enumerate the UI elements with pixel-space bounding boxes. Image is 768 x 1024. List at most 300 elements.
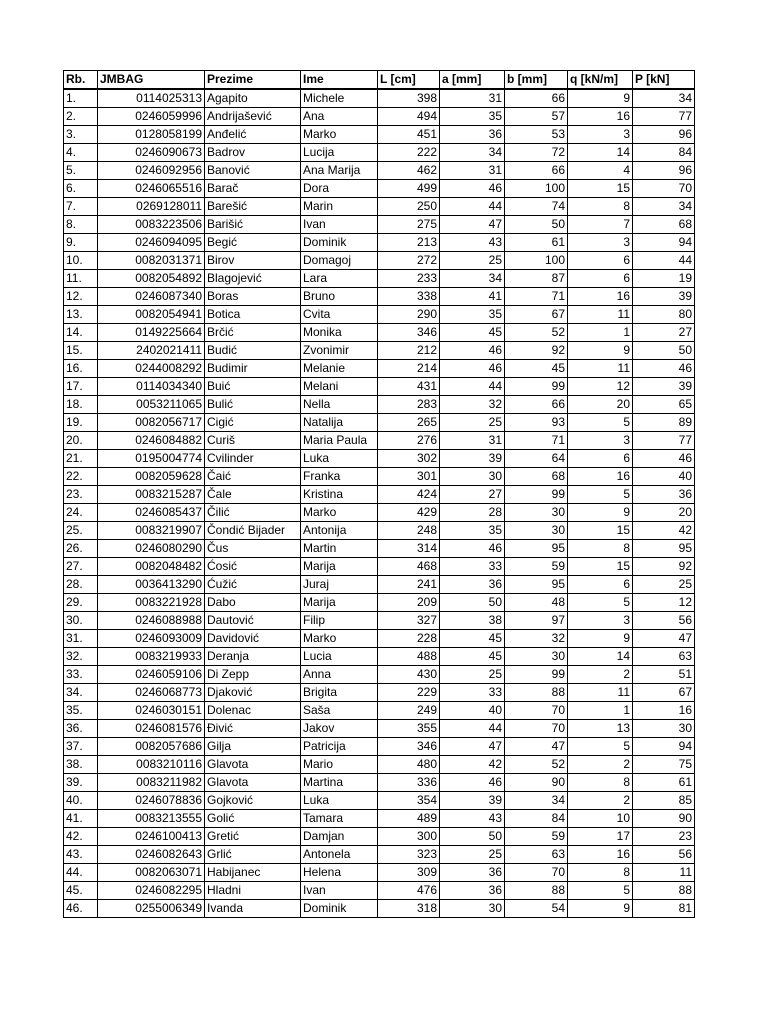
cell-b: 32 <box>505 630 568 648</box>
cell-rb: 20. <box>64 432 98 450</box>
cell-ime: Anna <box>301 666 378 684</box>
cell-ime: Natalija <box>301 414 378 432</box>
cell-ime: Marko <box>301 126 378 144</box>
cell-q: 6 <box>568 576 633 594</box>
cell-rb: 15. <box>64 342 98 360</box>
cell-b: 70 <box>505 702 568 720</box>
cell-a: 35 <box>440 108 505 126</box>
cell-l: 494 <box>378 108 440 126</box>
cell-jmbag: 0246088988 <box>98 612 205 630</box>
cell-q: 9 <box>568 630 633 648</box>
cell-rb: 23. <box>64 486 98 504</box>
table-row <box>64 378 695 396</box>
cell-l: 290 <box>378 306 440 324</box>
cell-a: 35 <box>440 522 505 540</box>
cell-prezime: Čilić <box>205 504 301 522</box>
cell-b: 45 <box>505 360 568 378</box>
cell-jmbag: 0246100413 <box>98 828 205 846</box>
cell-l: 314 <box>378 540 440 558</box>
cell-p: 46 <box>633 450 695 468</box>
cell-jmbag: 0246030151 <box>98 702 205 720</box>
cell-a: 25 <box>440 414 505 432</box>
cell-ime: Marko <box>301 504 378 522</box>
cell-prezime: Ivanda <box>205 900 301 918</box>
table-row <box>64 126 695 144</box>
cell-rb: 19. <box>64 414 98 432</box>
cell-prezime: Davidović <box>205 630 301 648</box>
table-row <box>64 486 695 504</box>
student-data-table <box>63 70 695 918</box>
cell-rb: 26. <box>64 540 98 558</box>
cell-a: 43 <box>440 234 505 252</box>
cell-p: 77 <box>633 108 695 126</box>
cell-jmbag: 0082056717 <box>98 414 205 432</box>
cell-a: 44 <box>440 198 505 216</box>
cell-ime: Marija <box>301 558 378 576</box>
cell-q: 3 <box>568 612 633 630</box>
cell-p: 34 <box>633 89 695 108</box>
header-row <box>64 71 695 90</box>
cell-a: 31 <box>440 89 505 108</box>
cell-l: 302 <box>378 450 440 468</box>
cell-l: 499 <box>378 180 440 198</box>
cell-prezime: Barišić <box>205 216 301 234</box>
cell-prezime: Andrijašević <box>205 108 301 126</box>
cell-jmbag: 2402021411 <box>98 342 205 360</box>
cell-rb: 10. <box>64 252 98 270</box>
cell-jmbag: 0246059996 <box>98 108 205 126</box>
cell-q: 9 <box>568 89 633 108</box>
header-ime: Ime <box>301 71 378 90</box>
cell-rb: 25. <box>64 522 98 540</box>
table-row <box>64 89 695 108</box>
cell-l: 430 <box>378 666 440 684</box>
cell-rb: 40. <box>64 792 98 810</box>
cell-a: 36 <box>440 882 505 900</box>
header-jmbag: JMBAG <box>98 71 205 90</box>
cell-a: 36 <box>440 126 505 144</box>
cell-a: 39 <box>440 792 505 810</box>
cell-ime: Monika <box>301 324 378 342</box>
cell-l: 276 <box>378 432 440 450</box>
cell-jmbag: 0149225664 <box>98 324 205 342</box>
cell-a: 36 <box>440 864 505 882</box>
cell-p: 94 <box>633 738 695 756</box>
cell-l: 222 <box>378 144 440 162</box>
cell-ime: Antonela <box>301 846 378 864</box>
cell-rb: 18. <box>64 396 98 414</box>
cell-l: 327 <box>378 612 440 630</box>
cell-ime: Helena <box>301 864 378 882</box>
cell-l: 212 <box>378 342 440 360</box>
cell-jmbag: 0083213555 <box>98 810 205 828</box>
cell-l: 488 <box>378 648 440 666</box>
cell-prezime: Čaić <box>205 468 301 486</box>
cell-prezime: Anđelić <box>205 126 301 144</box>
cell-b: 52 <box>505 756 568 774</box>
table-row <box>64 414 695 432</box>
cell-prezime: Buić <box>205 378 301 396</box>
cell-jmbag: 0083219907 <box>98 522 205 540</box>
cell-jmbag: 0114025313 <box>98 89 205 108</box>
cell-ime: Dominik <box>301 900 378 918</box>
cell-q: 11 <box>568 360 633 378</box>
table-row <box>64 306 695 324</box>
cell-jmbag: 0053211065 <box>98 396 205 414</box>
cell-l: 229 <box>378 684 440 702</box>
cell-p: 51 <box>633 666 695 684</box>
cell-b: 30 <box>505 522 568 540</box>
cell-b: 72 <box>505 144 568 162</box>
cell-jmbag: 0246059106 <box>98 666 205 684</box>
cell-q: 12 <box>568 378 633 396</box>
cell-rb: 12. <box>64 288 98 306</box>
table-row <box>64 108 695 126</box>
cell-prezime: Di Zepp <box>205 666 301 684</box>
cell-rb: 16. <box>64 360 98 378</box>
cell-q: 2 <box>568 666 633 684</box>
cell-q: 14 <box>568 144 633 162</box>
cell-b: 66 <box>505 396 568 414</box>
cell-q: 15 <box>568 558 633 576</box>
cell-prezime: Begić <box>205 234 301 252</box>
header-p-kn: P [kN] <box>633 71 695 90</box>
cell-p: 16 <box>633 702 695 720</box>
cell-p: 88 <box>633 882 695 900</box>
cell-p: 61 <box>633 774 695 792</box>
cell-a: 45 <box>440 648 505 666</box>
cell-jmbag: 0246094095 <box>98 234 205 252</box>
cell-p: 96 <box>633 162 695 180</box>
cell-q: 3 <box>568 126 633 144</box>
cell-l: 489 <box>378 810 440 828</box>
cell-q: 8 <box>568 540 633 558</box>
cell-p: 96 <box>633 126 695 144</box>
cell-rb: 5. <box>64 162 98 180</box>
cell-p: 12 <box>633 594 695 612</box>
cell-l: 480 <box>378 756 440 774</box>
cell-p: 36 <box>633 486 695 504</box>
cell-jmbag: 0082059628 <box>98 468 205 486</box>
cell-q: 5 <box>568 414 633 432</box>
cell-rb: 14. <box>64 324 98 342</box>
cell-ime: Tamara <box>301 810 378 828</box>
cell-a: 31 <box>440 162 505 180</box>
cell-a: 44 <box>440 378 505 396</box>
table-row <box>64 504 695 522</box>
cell-ime: Marija <box>301 594 378 612</box>
cell-l: 429 <box>378 504 440 522</box>
table-row <box>64 180 695 198</box>
cell-prezime: Barač <box>205 180 301 198</box>
cell-rb: 3. <box>64 126 98 144</box>
cell-a: 43 <box>440 810 505 828</box>
cell-l: 462 <box>378 162 440 180</box>
cell-b: 59 <box>505 558 568 576</box>
cell-p: 19 <box>633 270 695 288</box>
cell-q: 17 <box>568 828 633 846</box>
cell-a: 39 <box>440 450 505 468</box>
cell-jmbag: 0082054941 <box>98 306 205 324</box>
cell-rb: 43. <box>64 846 98 864</box>
cell-jmbag: 0114034340 <box>98 378 205 396</box>
cell-a: 47 <box>440 216 505 234</box>
cell-prezime: Gilja <box>205 738 301 756</box>
cell-ime: Mario <box>301 756 378 774</box>
cell-l: 309 <box>378 864 440 882</box>
cell-l: 336 <box>378 774 440 792</box>
cell-a: 44 <box>440 720 505 738</box>
cell-q: 16 <box>568 288 633 306</box>
cell-p: 34 <box>633 198 695 216</box>
header-b-mm: b [mm] <box>505 71 568 90</box>
cell-prezime: Badrov <box>205 144 301 162</box>
cell-a: 46 <box>440 540 505 558</box>
table-row <box>64 432 695 450</box>
cell-jmbag: 0083210116 <box>98 756 205 774</box>
cell-prezime: Ćosić <box>205 558 301 576</box>
cell-a: 47 <box>440 738 505 756</box>
cell-a: 41 <box>440 288 505 306</box>
cell-q: 16 <box>568 468 633 486</box>
cell-a: 42 <box>440 756 505 774</box>
cell-p: 56 <box>633 612 695 630</box>
cell-prezime: Čondić Bijader <box>205 522 301 540</box>
cell-ime: Brigita <box>301 684 378 702</box>
cell-prezime: Čus <box>205 540 301 558</box>
cell-rb: 8. <box>64 216 98 234</box>
table-row <box>64 252 695 270</box>
cell-rb: 31. <box>64 630 98 648</box>
cell-b: 88 <box>505 882 568 900</box>
cell-a: 35 <box>440 306 505 324</box>
cell-b: 57 <box>505 108 568 126</box>
table-row <box>64 522 695 540</box>
cell-l: 248 <box>378 522 440 540</box>
cell-q: 5 <box>568 882 633 900</box>
cell-ime: Martina <box>301 774 378 792</box>
table-row <box>64 810 695 828</box>
cell-prezime: Hladni <box>205 882 301 900</box>
cell-q: 11 <box>568 684 633 702</box>
cell-a: 33 <box>440 684 505 702</box>
cell-ime: Domagoj <box>301 252 378 270</box>
cell-l: 424 <box>378 486 440 504</box>
cell-p: 92 <box>633 558 695 576</box>
cell-jmbag: 0246078836 <box>98 792 205 810</box>
table-row <box>64 198 695 216</box>
cell-jmbag: 0246068773 <box>98 684 205 702</box>
cell-rb: 46. <box>64 900 98 918</box>
cell-b: 30 <box>505 648 568 666</box>
cell-a: 46 <box>440 180 505 198</box>
cell-ime: Ana <box>301 108 378 126</box>
table-row <box>64 684 695 702</box>
cell-jmbag: 0269128011 <box>98 198 205 216</box>
table-row <box>64 342 695 360</box>
table-row <box>64 558 695 576</box>
cell-l: 233 <box>378 270 440 288</box>
cell-prezime: Dautović <box>205 612 301 630</box>
cell-ime: Franka <box>301 468 378 486</box>
cell-l: 250 <box>378 198 440 216</box>
cell-prezime: Dabo <box>205 594 301 612</box>
cell-p: 23 <box>633 828 695 846</box>
cell-b: 66 <box>505 89 568 108</box>
table-row <box>64 540 695 558</box>
cell-b: 68 <box>505 468 568 486</box>
table-row <box>64 594 695 612</box>
cell-rb: 22. <box>64 468 98 486</box>
cell-jmbag: 0036413290 <box>98 576 205 594</box>
cell-a: 34 <box>440 270 505 288</box>
cell-ime: Bruno <box>301 288 378 306</box>
cell-q: 7 <box>568 216 633 234</box>
cell-p: 11 <box>633 864 695 882</box>
table-row <box>64 288 695 306</box>
cell-jmbag: 0083211982 <box>98 774 205 792</box>
cell-p: 65 <box>633 396 695 414</box>
cell-q: 9 <box>568 342 633 360</box>
cell-jmbag: 0083219933 <box>98 648 205 666</box>
cell-prezime: Djaković <box>205 684 301 702</box>
cell-jmbag: 0246065516 <box>98 180 205 198</box>
cell-jmbag: 0246092956 <box>98 162 205 180</box>
cell-l: 283 <box>378 396 440 414</box>
cell-l: 318 <box>378 900 440 918</box>
cell-rb: 33. <box>64 666 98 684</box>
cell-l: 214 <box>378 360 440 378</box>
cell-p: 50 <box>633 342 695 360</box>
cell-rb: 34. <box>64 684 98 702</box>
table-row <box>64 666 695 684</box>
cell-l: 228 <box>378 630 440 648</box>
cell-b: 59 <box>505 828 568 846</box>
cell-ime: Luka <box>301 450 378 468</box>
cell-ime: Ivan <box>301 216 378 234</box>
cell-a: 46 <box>440 342 505 360</box>
cell-ime: Kristina <box>301 486 378 504</box>
cell-l: 338 <box>378 288 440 306</box>
cell-b: 50 <box>505 216 568 234</box>
cell-l: 398 <box>378 89 440 108</box>
cell-l: 265 <box>378 414 440 432</box>
cell-l: 249 <box>378 702 440 720</box>
cell-ime: Melani <box>301 378 378 396</box>
cell-b: 34 <box>505 792 568 810</box>
cell-jmbag: 0255006349 <box>98 900 205 918</box>
cell-p: 80 <box>633 306 695 324</box>
cell-p: 68 <box>633 216 695 234</box>
cell-prezime: Glavota <box>205 774 301 792</box>
cell-jmbag: 0246090673 <box>98 144 205 162</box>
cell-prezime: Birov <box>205 252 301 270</box>
cell-q: 16 <box>568 846 633 864</box>
cell-jmbag: 0082057686 <box>98 738 205 756</box>
cell-l: 323 <box>378 846 440 864</box>
cell-a: 25 <box>440 666 505 684</box>
cell-b: 47 <box>505 738 568 756</box>
cell-rb: 4. <box>64 144 98 162</box>
cell-ime: Damjan <box>301 828 378 846</box>
cell-prezime: Gretić <box>205 828 301 846</box>
header-rb: Rb. <box>64 71 98 90</box>
cell-b: 74 <box>505 198 568 216</box>
cell-b: 95 <box>505 576 568 594</box>
cell-q: 1 <box>568 324 633 342</box>
cell-q: 2 <box>568 756 633 774</box>
cell-rb: 41. <box>64 810 98 828</box>
cell-a: 34 <box>440 144 505 162</box>
cell-l: 213 <box>378 234 440 252</box>
cell-q: 13 <box>568 720 633 738</box>
cell-ime: Luka <box>301 792 378 810</box>
cell-ime: Ana Marija <box>301 162 378 180</box>
cell-prezime: Đivić <box>205 720 301 738</box>
cell-a: 45 <box>440 630 505 648</box>
cell-ime: Antonija <box>301 522 378 540</box>
cell-q: 8 <box>568 774 633 792</box>
cell-p: 27 <box>633 324 695 342</box>
cell-prezime: Brčić <box>205 324 301 342</box>
cell-q: 8 <box>568 198 633 216</box>
cell-a: 45 <box>440 324 505 342</box>
table-row <box>64 792 695 810</box>
cell-jmbag: 0244008292 <box>98 360 205 378</box>
table-row <box>64 144 695 162</box>
cell-b: 53 <box>505 126 568 144</box>
cell-rb: 24. <box>64 504 98 522</box>
cell-prezime: Budimir <box>205 360 301 378</box>
cell-p: 77 <box>633 432 695 450</box>
cell-jmbag: 0083215287 <box>98 486 205 504</box>
cell-l: 346 <box>378 324 440 342</box>
cell-b: 100 <box>505 180 568 198</box>
cell-prezime: Boras <box>205 288 301 306</box>
table-row <box>64 324 695 342</box>
cell-b: 52 <box>505 324 568 342</box>
cell-l: 451 <box>378 126 440 144</box>
cell-q: 15 <box>568 522 633 540</box>
cell-a: 31 <box>440 432 505 450</box>
cell-rb: 2. <box>64 108 98 126</box>
cell-a: 50 <box>440 594 505 612</box>
cell-p: 85 <box>633 792 695 810</box>
cell-ime: Dora <box>301 180 378 198</box>
table-row <box>64 450 695 468</box>
cell-l: 209 <box>378 594 440 612</box>
cell-a: 33 <box>440 558 505 576</box>
cell-b: 87 <box>505 270 568 288</box>
table-row <box>64 576 695 594</box>
cell-jmbag: 0246080290 <box>98 540 205 558</box>
cell-p: 70 <box>633 180 695 198</box>
cell-a: 25 <box>440 252 505 270</box>
table-row <box>64 270 695 288</box>
cell-q: 2 <box>568 792 633 810</box>
cell-prezime: Habijanec <box>205 864 301 882</box>
cell-b: 99 <box>505 378 568 396</box>
cell-l: 431 <box>378 378 440 396</box>
cell-prezime: Botica <box>205 306 301 324</box>
cell-a: 25 <box>440 846 505 864</box>
cell-rb: 45. <box>64 882 98 900</box>
cell-rb: 7. <box>64 198 98 216</box>
cell-rb: 39. <box>64 774 98 792</box>
cell-prezime: Cigić <box>205 414 301 432</box>
cell-l: 468 <box>378 558 440 576</box>
cell-b: 100 <box>505 252 568 270</box>
